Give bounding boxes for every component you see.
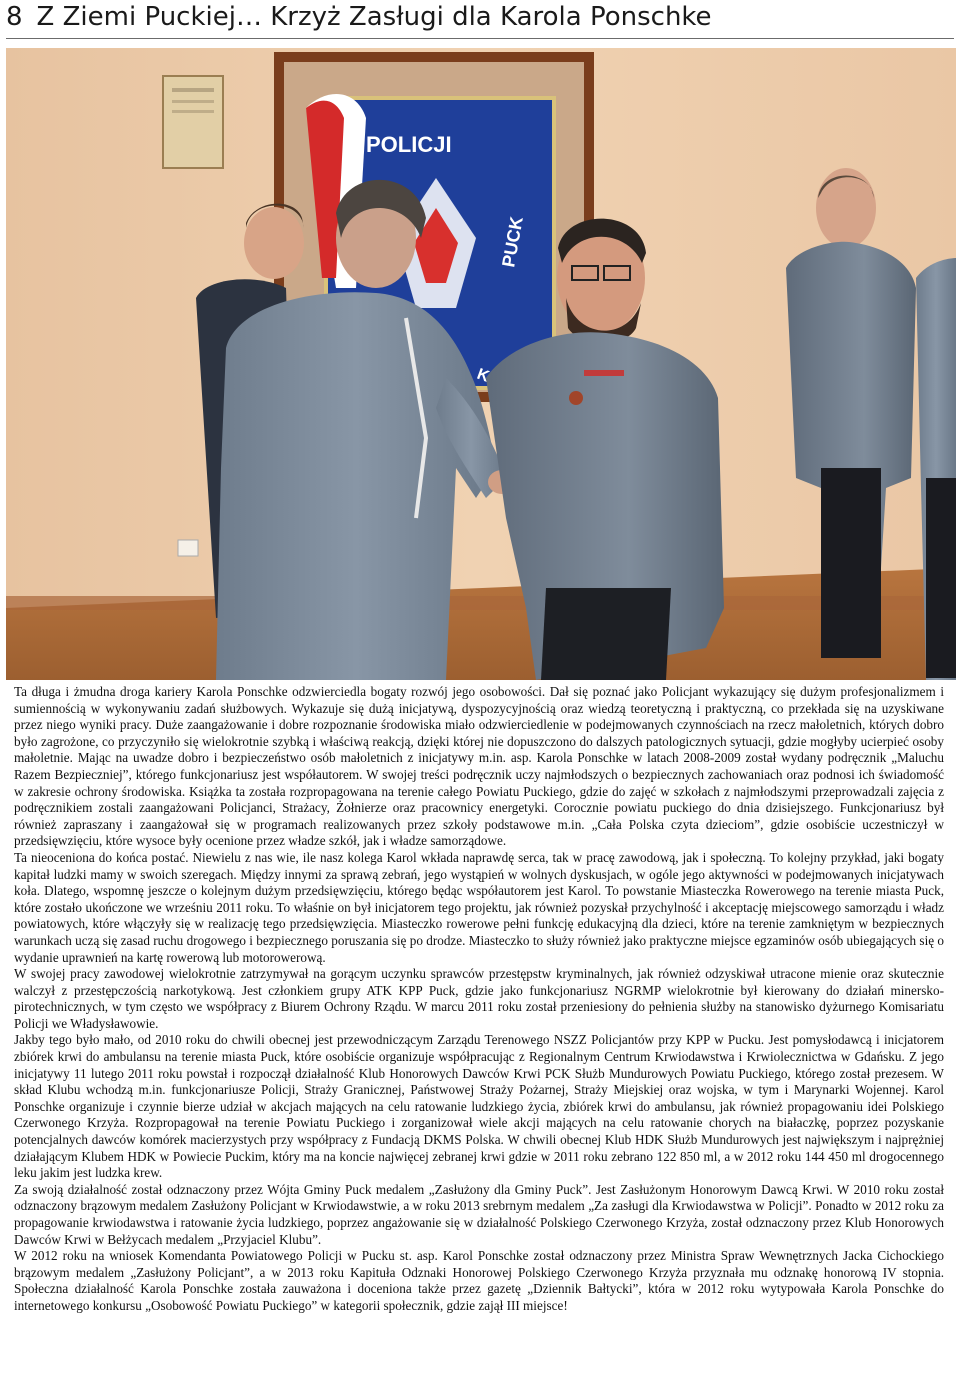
ceremony-photo — [6, 48, 956, 680]
page-title: Z Ziemi Puckiej… Krzyż Zasługi dla Karola Ponschke — [36, 2, 712, 32]
article-paragraph-1: Ta długa i żmudna droga kariery Karola Ponschke odzwierciedla bogaty rozwój jego osobowości. Dał się poznać jako Policjant wykazujący się dużym profesjonalizmem i sumiennością w wykonywaniu zadań służbowych. Wykazuje się dużą inicjatywą, dyspozycyjnością oraz wiedzą teoretyczną i praktyczną, co przekłada się na uzyskiwane przez niego wyniki pracy. Duże zaangażowanie i dobre rozpoznanie środowiska miało odzwierciedlenie w podejmowanych czynnościach na rzecz małoletnich, których dobro było zagrożone, co przyczyniło się wielokrotnie szybką i właściwą reakcją, dzięki której nie dopuszczono do dalszych patologicznych sytuacji, gdzie mogłyby ucierpieć osoby małoletnie. Mając na uwadze dobro i bezpieczeństwo osób małoletnich z inicjatywy m.in. asp. Karola Ponschke w latach 2008-2009 został wydany podręcznik „Maluchu Razem Bezpieczniej”, którego funkcjonariusz jest współautorem. W swojej treści podręcznik uczy najmłodszych o bezpiecznych zachowaniach oraz podnosi ich świadomość w zakresie ochrony środowiska. Książka ta została rozpropagowana na terenie całego Powiatu Puckiego, gdzie do zajęć w szkołach z najmłodszymi przeprowadzali zajęcia z podręcznikiem zostali zaangażowani Policjanci, Strażacy, Żołnierze oraz pracownicy energetyki. Corocznie powiatu puckiego do dnia dzisiejszego. Funkcjonariusz był również zapraszany i zaangażował się w programach realizowanych przez szkoły podstawowe m.in. „Cała Polska czyta dzieciom”, gdzie osobiście uczestniczył w przedsięwzięciu, które wysoce były ocenione przez władze szkół, jak i władze samorządowe. — [14, 684, 944, 849]
page-header — [6, 0, 954, 39]
article-paragraph-2: Ta nieoceniona do końca postać. Niewielu z nas wie, ile nasz kolega Karol wkłada naprawdę serca, tak w pracę zawodową, jak i społeczną. To kolejny przykład, jaki bogaty kapitał ludzki mamy w swoich szeregach. Między innymi za sprawą zebrań, jego wystąpień w wolnych dyskusjach, w ogóle jego aktywności w podejmowanych inicjatywach koła. Dlatego, wspomnę jeszcze o kolejnym dużym przedsięwzięciu, którego będąc współautorem jest Karol. To powstanie Miasteczka Rowerowego na terenie miasta Puck, które zostało ukończone we wrześniu 2011 roku. To właśnie on był inicjatorem tego projektu, jak również pozyskał przychylność i akceptację miejscowego samorządu i władz powiatowych, które włączyły się w realizację tego przedsięwzięcia. Miasteczko rowerowe pełni funkcję edukacyjną dla dzieci, które na terenie zamkniętym w bezpiecznych warunkach uczą się zasad ruchu drogowego i bezpiecznego poruszania się po drodze. Miasteczko to służy również jako praktyczne miejsce egzaminów osób ubiegających się o wydanie uprawnień na kartę rowerową lub motorowerową. — [14, 849, 944, 965]
article-body — [14, 684, 944, 1315]
banner-text-top: POLICJI — [366, 132, 452, 157]
banner-text-side: PUCK — [498, 214, 527, 269]
article-paragraph-3: W swojej pracy zawodowej wielokrotnie zatrzymywał na gorącym uczynku sprawców przestępstw kryminalnych, jak również odzyskiwał utracone mienie oraz skutecznie walczył z przestępczością narkotykową. Jest członkiem grupy ATK KPP Puck, gdzie jako funkcjonariusz NGRMP wielokrotnie był kierowany do działań minersko-pirotechnicznych, w tym często we współpracy z Biurem Ochrony Rządu. W marcu 2011 roku został przeniesiony do pełnienia służby na stanowisko dyżurnego Komisariatu Policji we Władysławowie. — [14, 966, 944, 1031]
article-paragraph-6: W 2012 roku na wniosek Komendanta Powiatowego Policji w Pucku st. asp. Karol Ponschke został odznaczony przez Ministra Spraw Wewnętrznych Jacka Cichockiego brązowym medalem „Zasłużony Policjant”, a w 2013 roku Kapituła Odznaki Honorowej Polskiego Czerwonego Krzyża przyznała mu odznakę honorową IV stopnia. Społeczna działalność Karola Ponschke została zauważona i doceniona także przez gazetę „Dziennik Bałtycki”, która w 2012 roku wytypowała Karola Ponschke do internetowego konkursu „Osobowość Powiatu Puckiego” w kategorii społecznik, gdzie zajął III miejsce! — [14, 1248, 944, 1313]
page-number: 8 — [6, 2, 23, 32]
article-paragraph-4: Jakby tego było mało, od 2010 roku do chwili obecnej jest przewodniczącym Zarządu Terenowego NSZZ Policjantów przy KPP w Pucku. Jest pomysłodawcą i inicjatorem zbiórek krwi do ambulansu na terenie miasta Puck, które osobiście organizuje współpracując z Regionalnym Centrum Krwiodawstwa i Krwiolecznictwa w Gdańsku. Z jego inicjatywy 11 lutego 2011 roku powstał i rozpoczął działalność Klub Honorowych Dawców Krwi PCK Służb Mundurowych Powiatu Puckiego, którego został prezesem. W skład Klubu wchodzą m.in. funkcjonariusze Policji, Straży Granicznej, Państwowej Straży Pożarnej, Straży Miejskiej oraz wojska, w tym i Marynarki Wojennej. Karol Ponschke organizuje i czynnie bierze udział w akcjach mających na celu ratowanie ludzkiego życia, zbiórek krwi do ambulansu, jak również propagowaniu idei Polskiego Czerwonego Krzyża. Rozpropagował na terenie Powiatu Puckiego i zorganizował wiele akcji mających na celu ratowanie chorych na białaczkę, poprzez pozyskanie potencjalnych dawców komórek macierzystych przy współpracy z Fundacją DKMS Polska. W chwili obecnej Klub HDK Służb Mundurowych jest największym i najprężniej działającym Klubem HDK w Powiecie Puckim, który ma na koncie najwięcej zebranej krwi gdzie w 2011 roku zebrano 122 850 ml, a w 2012 roku 144 450 ml drogocennego leku jakim jest ludzka krew. — [14, 1032, 944, 1181]
article-paragraph-5: Za swoją działalność został odznaczony przez Wójta Gminy Puck medalem „Zasłużony dla Gminy Puck”. Jest Zasłużonym Honorowym Dawcą Krwi. W 2010 roku został odznaczony brązowym medalem Zasłużony Policjant w Krwiodawstwie, a w roku 2013 srebrnym medalem „Za zasługi dla Krwiodawstwa w Policji”. Ponadto w 2012 roku za propagowanie krwiodawstwa i ratowanie życia ludzkiego, poprzez angażowanie się w działalność Polskiego Czerwonego Krzyża, został odznaczony przez Klub Honorowych Dawców Krwi w Bełżycach medalem „Przyjaciel Klubu”. — [14, 1181, 944, 1247]
